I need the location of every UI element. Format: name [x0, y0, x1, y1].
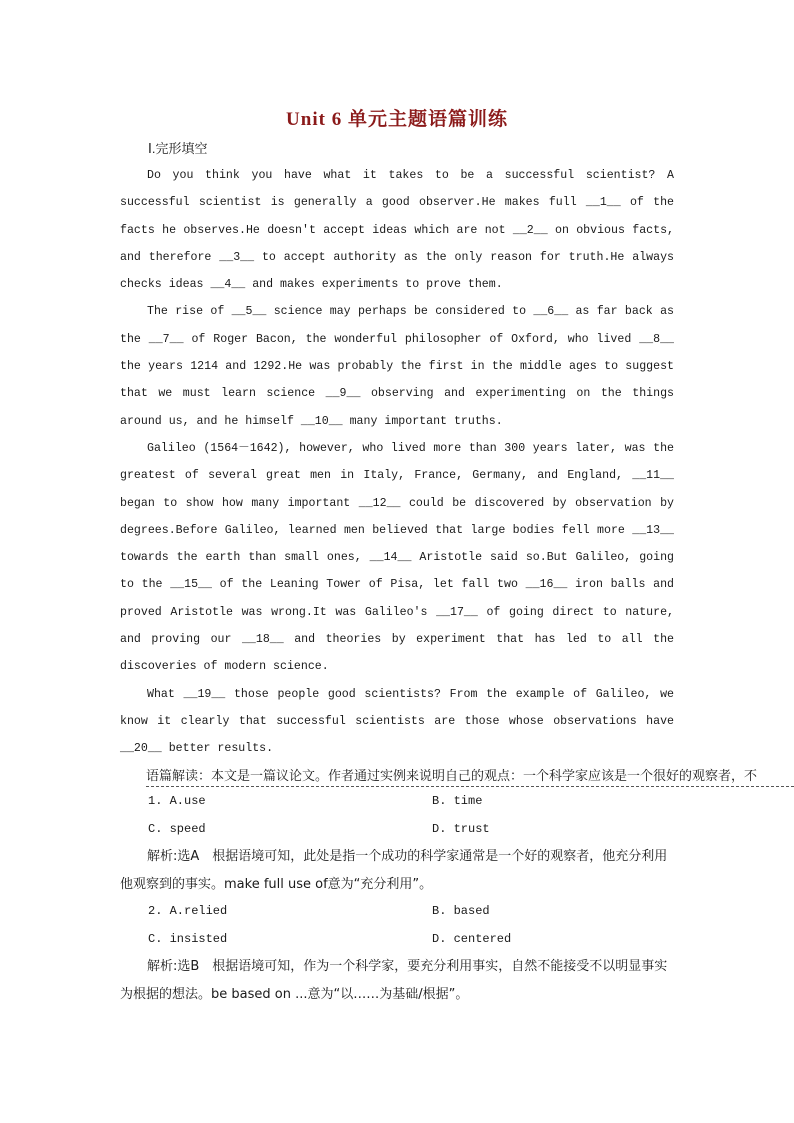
answer-explanation: 解析:选B 根据语境可知，作为一个科学家，要充分利用事实，自然不能接受不以明显事实为根据的想法。be based on ...意为“以……为基础/根据”。: [120, 959, 668, 1002]
answer-explanation: 解析:选A 根据语境可知，此处是指一个成功的科学家通常是一个好的观察者，他充分利用他观察到的事实。make full use of意为“充分利用”。: [120, 849, 668, 892]
option: C. speed: [148, 821, 206, 836]
option: B. time: [432, 794, 483, 808]
section-heading: Ⅰ.完形填空: [148, 141, 208, 156]
option: B. based: [432, 904, 490, 918]
option-row: [120, 898, 680, 926]
page-title: Unit 6 单元主题语篇训练: [286, 109, 508, 130]
option: 2. A.relied: [148, 904, 228, 918]
option: C. insisted: [148, 931, 228, 946]
answer-section: [120, 788, 680, 1008]
option: D. trust: [432, 821, 490, 836]
option: D. centered: [432, 931, 512, 946]
question-block: [120, 898, 680, 1008]
cloze-passage: [120, 162, 674, 763]
passage-paragraph: The rise of __5__ science may perhaps be considered to __6__ as far back as the __7__ of Roger Bacon, the wonderful philosopher of Oxford, who lived __8__ the years 1214 and 1292.He was probably the first in the middle ages to suggest that we must learn science __9__ observing and experimenting on the things around us, and he himself __10__ many important truths.: [120, 305, 674, 428]
passage-paragraph: Do you think you have what it takes to be a successful scientist? A successful scientist is generally a good observer.He makes full __1__ of the facts he observes.He doesn't accept ideas which are not __2__ on obvious facts, and therefore __3__ to accept authority as the only reason for truth.He always checks ideas __4__ and makes experiments to prove them.: [120, 169, 674, 292]
option-row: [120, 788, 680, 816]
option-row: [120, 926, 680, 954]
question-block: [120, 788, 680, 898]
passage-paragraph: Galileo (1564－1642), however, who lived more than 300 years later, was the greatest of several great men in Italy, France, Germany, and England, __11__ began to show how many important __12__ could be discovered by observation by degrees.Before Galileo, learned men believed that large bodies fell more __13__ towards the earth than small ones, __14__ Aristotle said so.But Galileo, going to the __15__ of the Leaning Tower of Pisa, let fall two __16__ iron balls and proved Aristotle was wrong.It was Galileo's __17__ of going direct to nature, and proving our __18__ and theories by experiment that has led to all the discoveries of modern science.: [120, 441, 674, 674]
option-row: [120, 816, 680, 844]
passage-gloss: 语篇解读：本文是一篇议论文。作者通过实例来说明自己的观点：一个科学家应该是一个很好的观察者，不: [146, 768, 794, 787]
passage-paragraph: What __19__ those people good scientists? From the example of Galileo, we know it clearly that successful scientists are those whose observations have __20__ better results.: [120, 687, 674, 756]
option: 1. A.use: [148, 794, 206, 808]
